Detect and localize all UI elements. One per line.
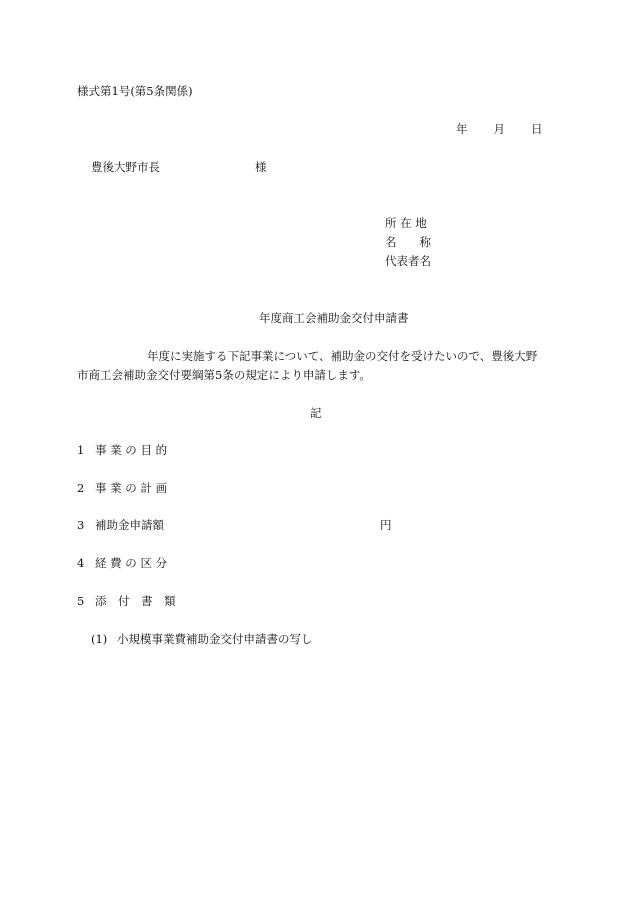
item-amount: [77, 520, 164, 532]
attachment-label: 小規模事業費補助金交付申請書の写し: [117, 632, 313, 646]
item-purpose: [77, 445, 167, 457]
form-number: 様式第1号(第5条関係): [77, 84, 193, 98]
ki-heading: 記: [310, 406, 322, 420]
date-line: [456, 124, 543, 136]
item-expense-category: [77, 558, 167, 570]
item-label: 補助金申請額: [95, 518, 164, 532]
item-attachments: [77, 596, 176, 608]
applicant-name-label: 名 称: [385, 235, 431, 249]
item-number: 5: [77, 594, 85, 608]
item-label: 添 付 書 類: [95, 594, 176, 608]
addressee-honorific: 様: [255, 160, 267, 174]
item-number: 3: [77, 518, 85, 532]
attachment-item: [91, 634, 313, 646]
addressee-name: 豊後大野市長: [91, 160, 160, 174]
body-text-line-1: 年度に実施する下記事業について、補助金の交付を受けたいので、豊後大野: [147, 349, 538, 363]
item-number: 4: [77, 556, 85, 570]
item-label: 事 業 の 計 画: [95, 481, 168, 495]
document-title: 年度商工会補助金交付申請書: [259, 311, 409, 325]
item-label: 事 業 の 目 的: [95, 443, 168, 457]
item-number: 1: [77, 443, 85, 457]
item-label: 経 費 の 区 分: [95, 556, 168, 570]
applicant-address-label: 所 在 地: [385, 216, 427, 230]
item-number: 2: [77, 481, 85, 495]
date-day: 日: [531, 122, 543, 136]
attachment-number: (1): [91, 632, 108, 646]
amount-unit: 円: [380, 518, 392, 532]
item-plan: [77, 483, 167, 495]
date-month: 月: [493, 122, 505, 136]
body-text-line-2: 市商工会補助金交付要綱第5条の規定により申請します。: [77, 368, 371, 382]
applicant-representative-label: 代表者名: [385, 254, 431, 268]
date-year: 年: [456, 122, 468, 136]
